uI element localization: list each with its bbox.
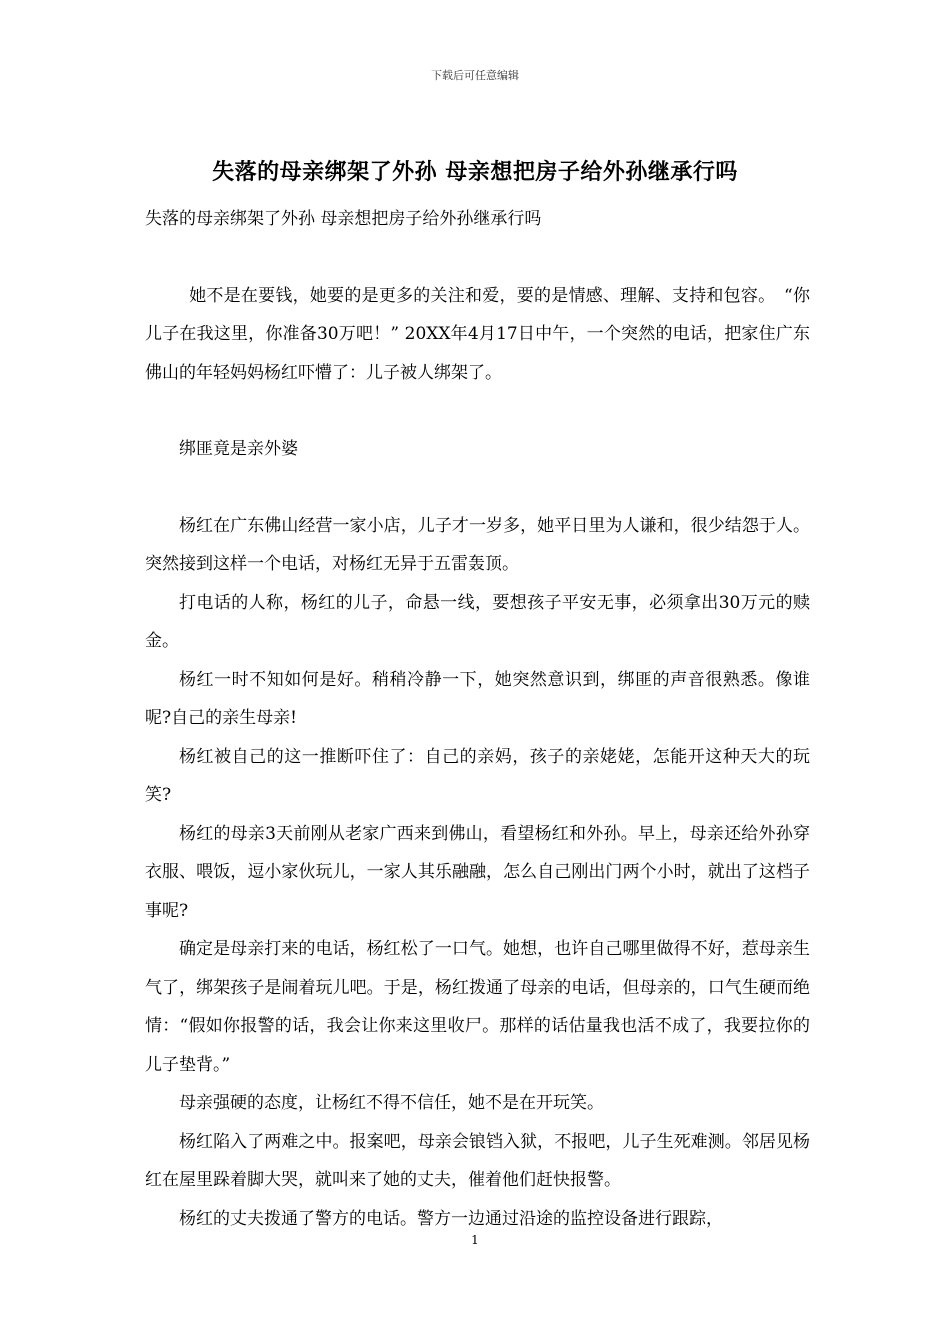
paragraph: 确定是母亲打来的电话，杨红松了一口气。她想，也许自己哪里做得不好，惹母亲生气了，绑架孩子是闹着玩儿吧。于是，杨红拨通了母亲的电话，但母亲的，口气生硬而绝情：“假如你报警的话，我会让你来这里收尸。那样的话估量我也活不成了，我要拉你的儿子垫背。”: [145, 939, 810, 1075]
spacer: [145, 469, 810, 507]
paragraph: 杨红陷入了两难之中。报案吧，母亲会锒铛入狱，不报吧，儿子生死难测。邻居见杨红在屋里跺着脚大哭，就叫来了她的丈夫，催着他们赶快报警。: [145, 1131, 810, 1190]
intro-paragraph: 她不是在要钱，她要的是更多的关注和爱，要的是情感、理解、支持和包容。 “你儿子在我这里，你准备30万吧！” 20XX年4月17日中午，一个突然的电话，把家住广东佛山的年轻妈妈杨红吓懵了：儿子被人绑架了。: [145, 285, 810, 383]
document-title: 失落的母亲绑架了外孙 母亲想把房子给外孙继承行吗: [212, 159, 738, 185]
paragraph: 母亲强硬的态度，让杨红不得不信任，她不是在开玩笑。: [179, 1093, 604, 1113]
section-heading: 绑匪竟是亲外婆: [179, 439, 298, 459]
paragraph: 打电话的人称，杨红的儿子，命悬一线，要想孩子平安无事，必须拿出30万元的赎金。: [145, 592, 810, 651]
paragraph: 杨红的母亲3天前刚从老家广西来到佛山，看望杨红和外孙。早上，母亲还给外孙穿衣服、喂饭，逗小家伙玩儿，一家人其乐融融，怎么自己刚出门两个小时，就出了这档子事呢?: [145, 823, 810, 921]
spacer: [145, 239, 810, 277]
spacer: [145, 392, 810, 430]
paragraph: 杨红被自己的这一推断吓住了：自己的亲妈，孩子的亲姥姥，怎能开这种天大的玩笑?: [145, 746, 810, 805]
header-note: 下载后可任意编辑: [431, 69, 519, 82]
page-number: 1: [471, 1233, 479, 1247]
document-subtitle: 失落的母亲绑架了外孙 母亲想把房子给外孙继承行吗: [145, 209, 542, 229]
paragraph: 杨红一时不知如何是好。稍稍冷静一下，她突然意识到，绑匪的声音很熟悉。像谁呢?自己的亲生母亲!: [145, 669, 810, 728]
paragraph: 杨红的丈夫拨通了警方的电话。警方一边通过沿途的监控设备进行跟踪，: [179, 1208, 723, 1229]
document-body: [145, 200, 810, 1238]
paragraph: 杨红在广东佛山经营一家小店，儿子才一岁多，她平日里为人谦和，很少结怨于人。突然接到这样一个电话，对杨红无异于五雷轰顶。: [145, 515, 810, 574]
